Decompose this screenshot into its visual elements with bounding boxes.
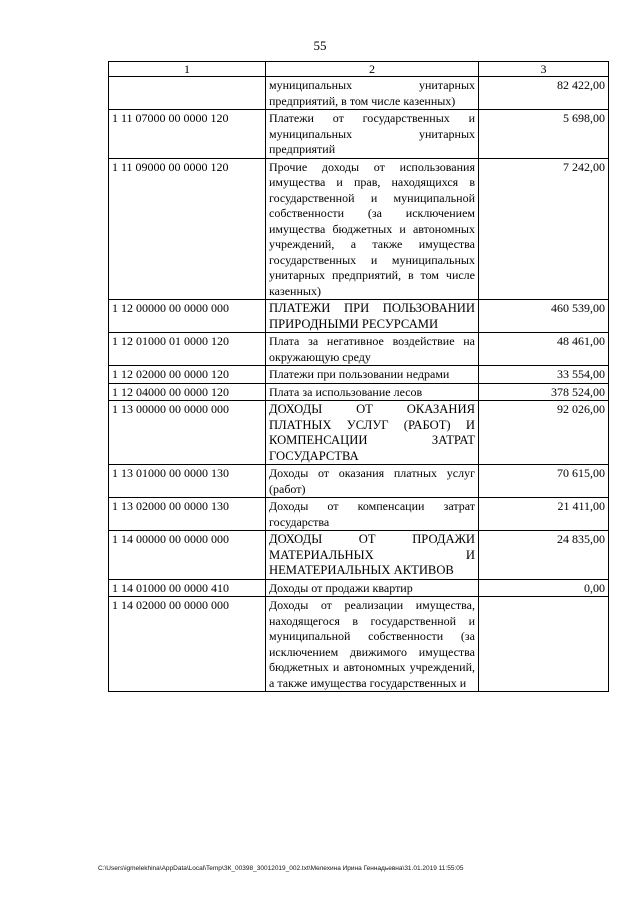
row-description: Платежи при пользовании недрами (266, 366, 479, 384)
column-header-code: 1 (109, 62, 266, 77)
row-code: 1 14 00000 00 0000 000 (109, 531, 266, 580)
row-code: 1 13 01000 00 0000 130 (109, 465, 266, 498)
row-description: Платежи от государственных и муниципальных унитарных предприятий (266, 110, 479, 159)
row-amount: 82 422,00 (479, 77, 609, 110)
table-row (109, 383, 609, 401)
row-code (109, 77, 266, 110)
row-code: 1 12 00000 00 0000 000 (109, 300, 266, 333)
table-row (109, 333, 609, 366)
row-code: 1 12 01000 01 0000 120 (109, 333, 266, 366)
table-body (109, 77, 609, 692)
column-header-amount: 3 (479, 62, 609, 77)
row-description: Плата за использование лесов (266, 383, 479, 401)
table-row (109, 366, 609, 384)
row-amount: 92 026,00 (479, 401, 609, 465)
row-code: 1 11 09000 00 0000 120 (109, 158, 266, 300)
row-code: 1 12 04000 00 0000 120 (109, 383, 266, 401)
row-description: Доходы от продажи квартир (266, 579, 479, 597)
row-description: ДОХОДЫ ОТ ПРОДАЖИ МАТЕРИАЛЬНЫХ И НЕМАТЕРИАЛЬНЫХ АКТИВОВ (266, 531, 479, 580)
page-number: 55 (313, 38, 327, 53)
row-description: Доходы от компенсации затрат государства (266, 498, 479, 531)
row-description: Плата за негативное воздействие на окружающую среду (266, 333, 479, 366)
row-description: Прочие доходы от использования имущества и прав, находящихся в государственной и муниципальной собственности (за исключением имущества бюджетных и автономных учреждений, а также имущества государственных и муниципальных унитарных предприятий, в том числе казенных) (266, 158, 479, 300)
row-description: муниципальных унитарных предприятий, в том числе казенных) (266, 77, 479, 110)
row-code: 1 14 01000 00 0000 410 (109, 579, 266, 597)
row-amount: 24 835,00 (479, 531, 609, 580)
row-amount: 48 461,00 (479, 333, 609, 366)
row-code: 1 11 07000 00 0000 120 (109, 110, 266, 159)
row-amount: 5 698,00 (479, 110, 609, 159)
table-row (109, 465, 609, 498)
row-amount: 70 615,00 (479, 465, 609, 498)
table-row (109, 401, 609, 465)
row-amount: 0,00 (479, 579, 609, 597)
column-header-description: 2 (266, 62, 479, 77)
table-row (109, 498, 609, 531)
table-row (109, 77, 609, 110)
table-row (109, 597, 609, 692)
row-code: 1 13 02000 00 0000 130 (109, 498, 266, 531)
table-row (109, 579, 609, 597)
table-row (109, 531, 609, 580)
row-amount: 7 242,00 (479, 158, 609, 300)
row-amount: 21 411,00 (479, 498, 609, 531)
row-amount: 460 539,00 (479, 300, 609, 333)
table-row (109, 300, 609, 333)
row-description: ПЛАТЕЖИ ПРИ ПОЛЬЗОВАНИИ ПРИРОДНЫМИ РЕСУРСАМИ (266, 300, 479, 333)
row-code: 1 13 00000 00 0000 000 (109, 401, 266, 465)
row-amount: 378 524,00 (479, 383, 609, 401)
row-description: Доходы от оказания платных услуг (работ) (266, 465, 479, 498)
table-row (109, 110, 609, 159)
row-amount (479, 597, 609, 692)
row-description: Доходы от реализации имущества, находящегося в государственной и муниципальной собственности (за исключением движимого имущества бюджетных и автономных учреждений, а также имущества государственных и (266, 597, 479, 692)
revenue-table (108, 61, 609, 692)
row-code: 1 12 02000 00 0000 120 (109, 366, 266, 384)
table-row (109, 158, 609, 300)
row-description: ДОХОДЫ ОТ ОКАЗАНИЯ ПЛАТНЫХ УСЛУГ (РАБОТ) И КОМПЕНСАЦИИ ЗАТРАТ ГОСУДАРСТВА (266, 401, 479, 465)
file-path-footer: C:\Users\igmelekhina\AppData\Local\Temp\ЗК_00398_30012019_002.txt\Мелехина Ирина Геннадьевна\31.01.2019 11:55:05 (98, 865, 464, 872)
table-header-row (109, 62, 609, 77)
row-amount: 33 554,00 (479, 366, 609, 384)
row-code: 1 14 02000 00 0000 000 (109, 597, 266, 692)
